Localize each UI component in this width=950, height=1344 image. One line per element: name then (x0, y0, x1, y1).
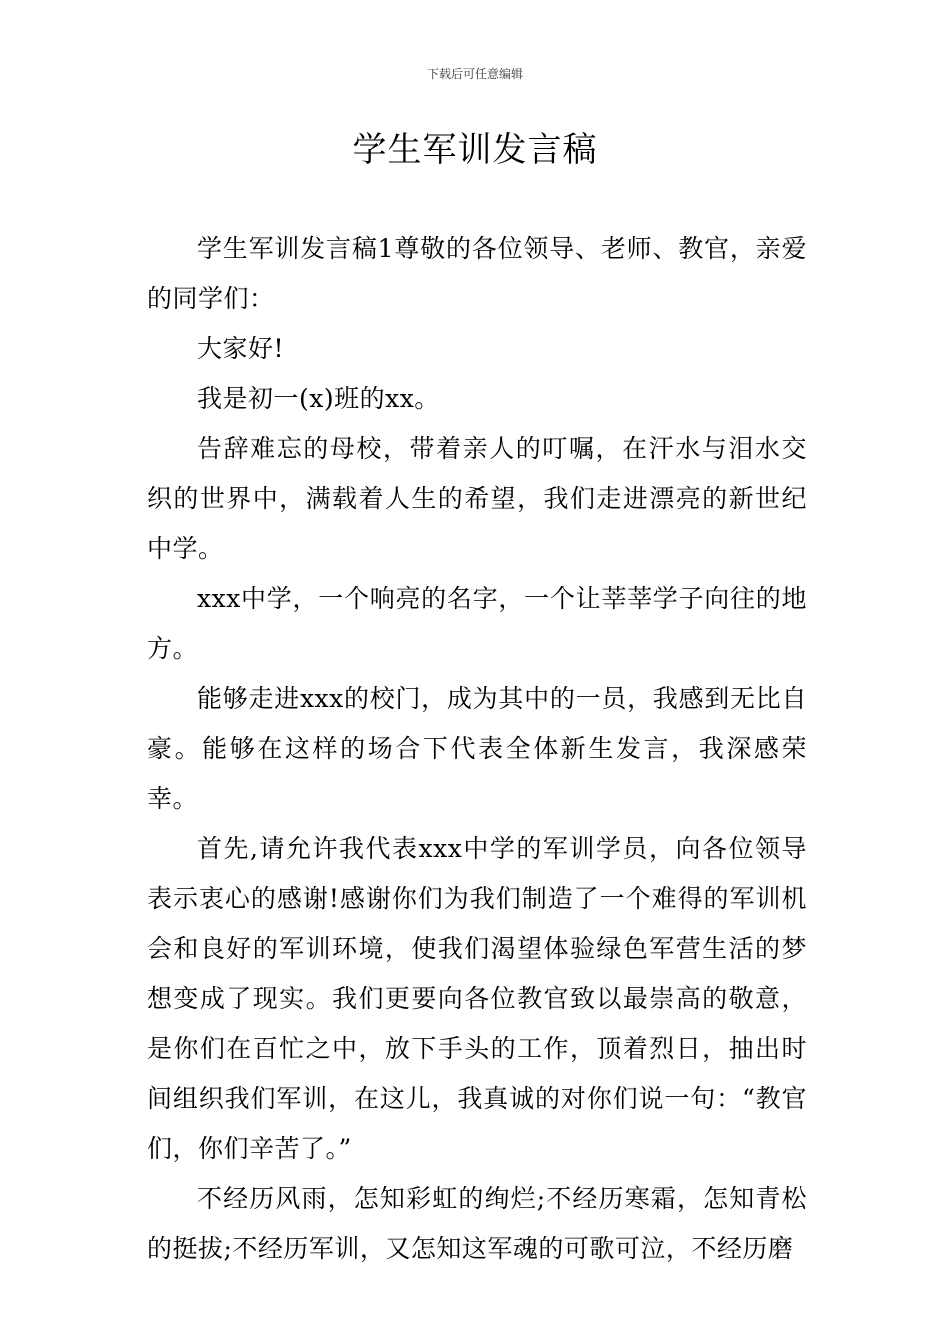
paragraph: 能够走进xxx的校门，成为其中的一员，我感到无比自豪。能够在这样的场合下代表全体新生发言，我深感荣幸。 (147, 684, 807, 813)
paragraph: 学生军训发言稿1尊敬的各位领导、老师、教官，亲爱的同学们： (147, 234, 807, 313)
paragraph: 不经历风雨，怎知彩虹的绚烂;不经历寒霜，怎知青松的挺拔;不经历军训，又怎知这军魂的可歌可泣，不经历磨 (147, 1184, 807, 1263)
paragraph: xxx中学，一个响亮的名字，一个让莘莘学子向往的地方。 (147, 584, 807, 663)
paragraph: 首先,请允许我代表xxx中学的军训学员，向各位领导表示衷心的感谢!感谢你们为我们制造了一个难得的军训机会和良好的军训环境，使我们渴望体验绿色军营生活的梦想变成了现实。我们更要向各位教官致以最崇高的敬意，是你们在百忙之中，放下手头的工作，顶着烈日，抽出时间组织我们军训，在这儿，我真诚的对你们说一句：“教官们，你们辛苦了。” (147, 834, 807, 1163)
paragraph: 我是初一(x)班的xx。 (197, 384, 440, 413)
paragraph: 大家好! (197, 334, 285, 363)
document-body (147, 224, 807, 1274)
header-note: 下载后可任意编辑 (426, 67, 523, 81)
page-title: 学生军训发言稿 (352, 130, 598, 170)
paragraph: 告辞难忘的母校，带着亲人的叮嘱，在汗水与泪水交织的世界中，满载着人生的希望，我们走进漂亮的新世纪中学。 (147, 434, 807, 563)
